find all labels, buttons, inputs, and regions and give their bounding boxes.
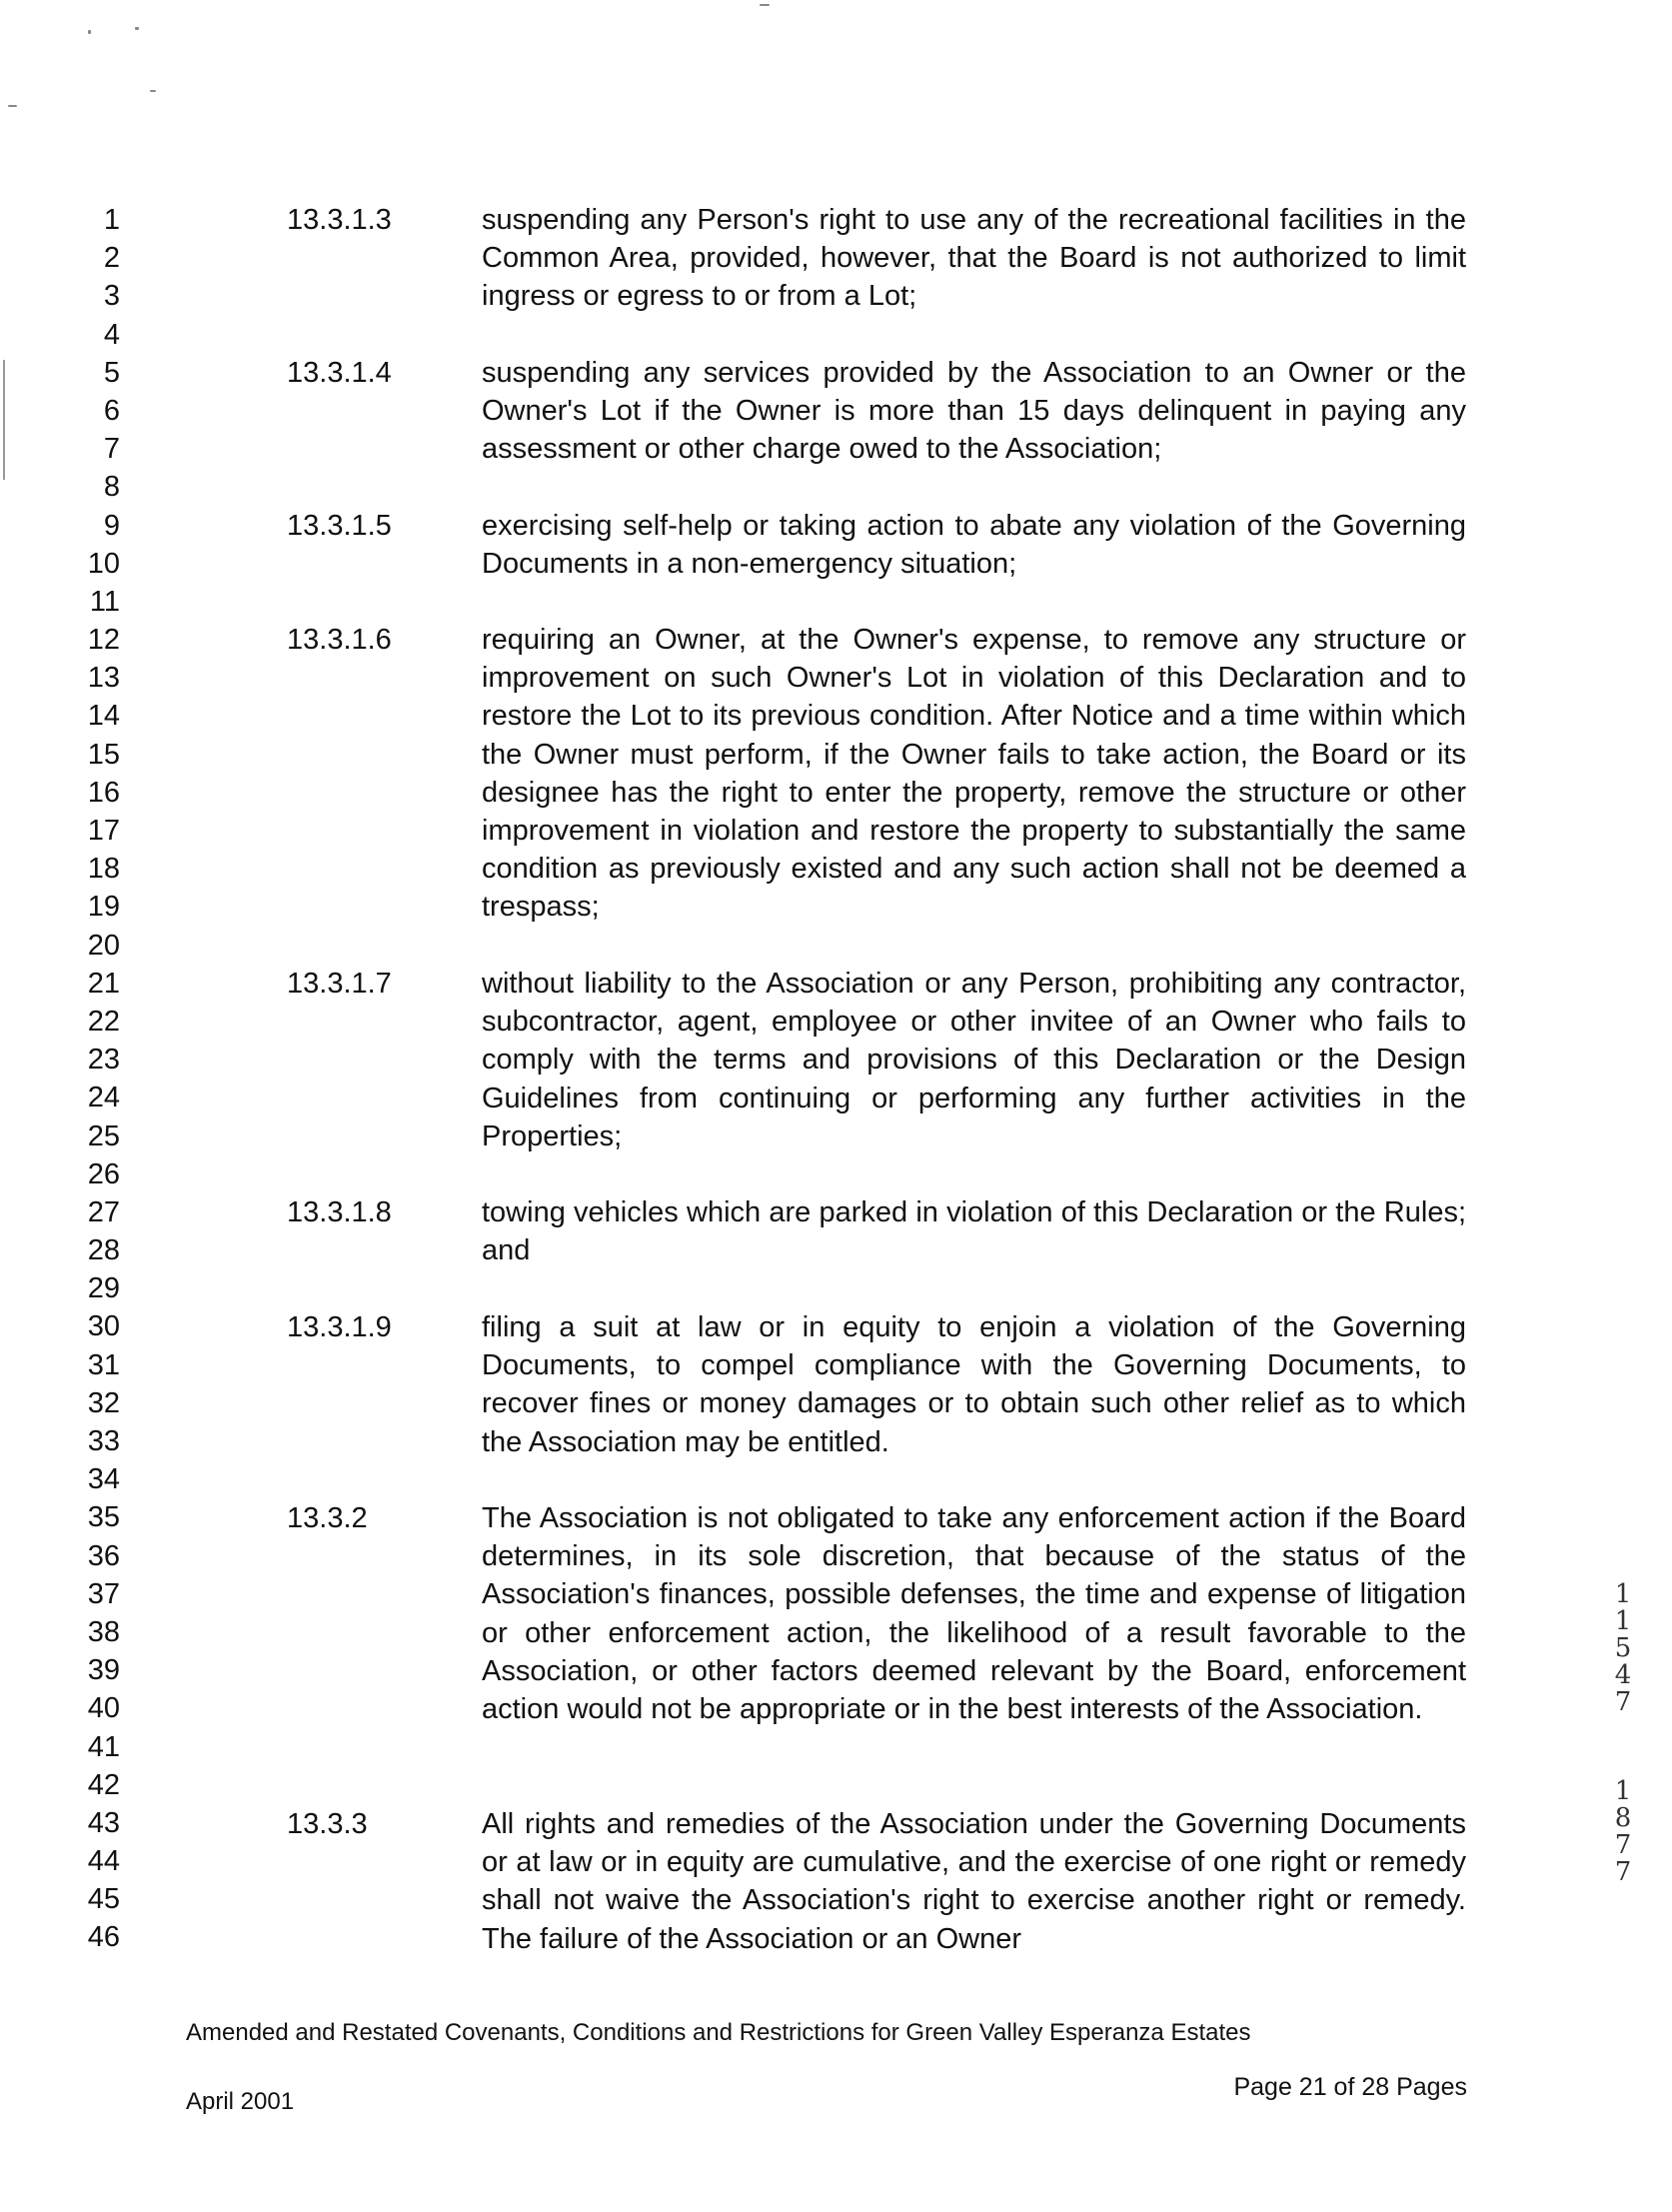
- line-number: 20: [87, 929, 120, 962]
- line-number: 18: [87, 853, 120, 886]
- line-number: 8: [103, 471, 120, 504]
- line-number: 40: [87, 1692, 120, 1725]
- line-number: 41: [87, 1730, 120, 1763]
- scan-speck: [135, 27, 139, 30]
- line-number: 46: [87, 1921, 120, 1954]
- line-number: 27: [87, 1195, 120, 1228]
- scan-speck: [760, 4, 770, 6]
- line-number: 11: [89, 585, 120, 618]
- line-number: 22: [87, 1005, 120, 1038]
- stamp-digit: 7: [1614, 1687, 1632, 1717]
- line-number: 17: [87, 815, 120, 847]
- line-number: 5: [103, 356, 120, 389]
- section-text: requiring an Owner, at the Owner's expense, to remove any structure or improvement on such Owner's Lot in violation of this Declaration and to restore the Lot to its previous condition. After Notice and a time within which the Owner must perform, if the Owner fails to take action, the Board or its designee has the right to enter the property, remove the structure or other improvement in violation and restore the property to substantially the same condition as previously existed and any such action shall not be deemed a trespass;: [482, 624, 1466, 924]
- stamp-digit: 1: [1614, 1579, 1632, 1609]
- recording-stamp-upper: [1611, 1581, 1635, 1716]
- line-number: 28: [87, 1234, 120, 1267]
- line-number: 32: [87, 1386, 120, 1419]
- section-number: 13.3.1.9: [287, 1311, 392, 1343]
- scan-speck: [8, 105, 17, 107]
- line-number: 34: [87, 1463, 120, 1496]
- section-number: 13.3.2: [287, 1502, 368, 1534]
- line-number: 26: [87, 1157, 120, 1190]
- stamp-digit: 7: [1614, 1857, 1632, 1887]
- section-text: without liability to the Association or any Person, prohibiting any contractor, subcontractor, agent, employee or other invitee of an Owner who fails to comply with the terms and provisions of this Declaration or the Design Guidelines from continuing or performing any further activities in the Properties;: [482, 968, 1466, 1152]
- line-number: 7: [103, 433, 120, 466]
- recording-stamp-lower: [1611, 1778, 1635, 1886]
- line-number: 4: [103, 318, 120, 351]
- scan-speck: [150, 90, 156, 92]
- line-number: 21: [87, 967, 120, 1000]
- section-number: 13.3.1.4: [287, 357, 392, 389]
- line-number: 9: [103, 509, 120, 542]
- section-number: 13.3.1.8: [287, 1196, 392, 1228]
- line-number: 2: [103, 242, 120, 275]
- line-number: 31: [87, 1348, 120, 1381]
- section-text: towing vehicles which are parked in violation of this Declaration or the Rules; and: [482, 1196, 1466, 1267]
- section-text: All rights and remedies of the Association under the Governing Documents or at law or in equity are cumulative, and the exercise of one right or remedy shall not waive the Association's right to exercise another right or remedy. The failure of the Association or an Owner: [482, 1808, 1466, 1955]
- section-text: The Association is not obligated to take any enforcement action if the Board determines, in its sole discretion, that because of the status of the Association's finances, possible defenses, the time and expense of litigation or other enforcement action, the likelihood of a result favorable to the Association, or other factors deemed relevant by the Board, enforcement action would not be appropriate or in the best interests of the Association.: [482, 1502, 1466, 1726]
- footer-page-number: Page 21 of 28 Pages: [1233, 2073, 1467, 2101]
- stamp-digit: 4: [1614, 1660, 1632, 1690]
- scan-speck: [88, 30, 91, 34]
- line-number: 36: [87, 1539, 120, 1572]
- line-number: 29: [87, 1272, 120, 1305]
- line-number: 45: [87, 1883, 120, 1916]
- scan-margin-bar: [3, 360, 5, 480]
- line-number-column: [60, 201, 120, 1957]
- line-number: 39: [87, 1654, 120, 1687]
- line-number: 1: [103, 204, 120, 236]
- line-number: 37: [87, 1577, 120, 1610]
- line-number: 33: [87, 1425, 120, 1457]
- stamp-digit: 7: [1614, 1830, 1632, 1860]
- footer-document-title: Amended and Restated Covenants, Conditions and Restrictions for Green Valley Esperanza Estates: [186, 2019, 1251, 2046]
- stamp-digit: 5: [1614, 1633, 1632, 1663]
- line-number: 13: [87, 662, 120, 695]
- stamp-digit: 8: [1614, 1803, 1632, 1833]
- section-text: exercising self-help or taking action to abate any violation of the Governing Documents in a non-emergency situation;: [482, 510, 1466, 581]
- line-number: 23: [87, 1044, 120, 1077]
- line-number: 42: [87, 1768, 120, 1801]
- line-number: 10: [87, 547, 120, 580]
- line-number: 16: [87, 776, 120, 809]
- section-number: 13.3.1.6: [287, 624, 392, 656]
- footer-date: April 2001: [186, 2088, 295, 2115]
- line-number: 19: [87, 891, 120, 924]
- section-number: 13.3.1.7: [287, 968, 392, 1000]
- line-number: 38: [87, 1615, 120, 1648]
- stamp-digit: 1: [1614, 1776, 1632, 1806]
- stamp-digit: 1: [1614, 1606, 1632, 1636]
- line-number: 44: [87, 1845, 120, 1878]
- line-number: 25: [87, 1119, 120, 1152]
- line-number: 43: [87, 1806, 120, 1839]
- section-text: suspending any services provided by the Association to an Owner or the Owner's Lot if the Owner is more than 15 days delinquent in paying any assessment or other charge owed to the Association;: [482, 357, 1466, 466]
- line-number: 30: [87, 1310, 120, 1343]
- line-number: 6: [103, 394, 120, 427]
- section-number: 13.3.3: [287, 1808, 368, 1840]
- line-number: 3: [103, 280, 120, 313]
- line-number: 35: [87, 1501, 120, 1534]
- line-number: 24: [87, 1082, 120, 1114]
- section-number: 13.3.1.5: [287, 510, 392, 542]
- section-number: 13.3.1.3: [287, 204, 392, 236]
- section-text: suspending any Person's right to use any of the recreational facilities in the Common Area, provided, however, that the Board is not authorized to limit ingress or egress to or from a Lot;: [482, 204, 1466, 313]
- line-number: 14: [87, 700, 120, 733]
- section-text: filing a suit at law or in equity to enjoin a violation of the Governing Documents, to compel compliance with the Governing Documents, to recover fines or money damages or to obtain such other relief as to which the Association may be entitled.: [482, 1311, 1466, 1458]
- line-number: 12: [87, 624, 120, 657]
- line-number: 15: [87, 738, 120, 771]
